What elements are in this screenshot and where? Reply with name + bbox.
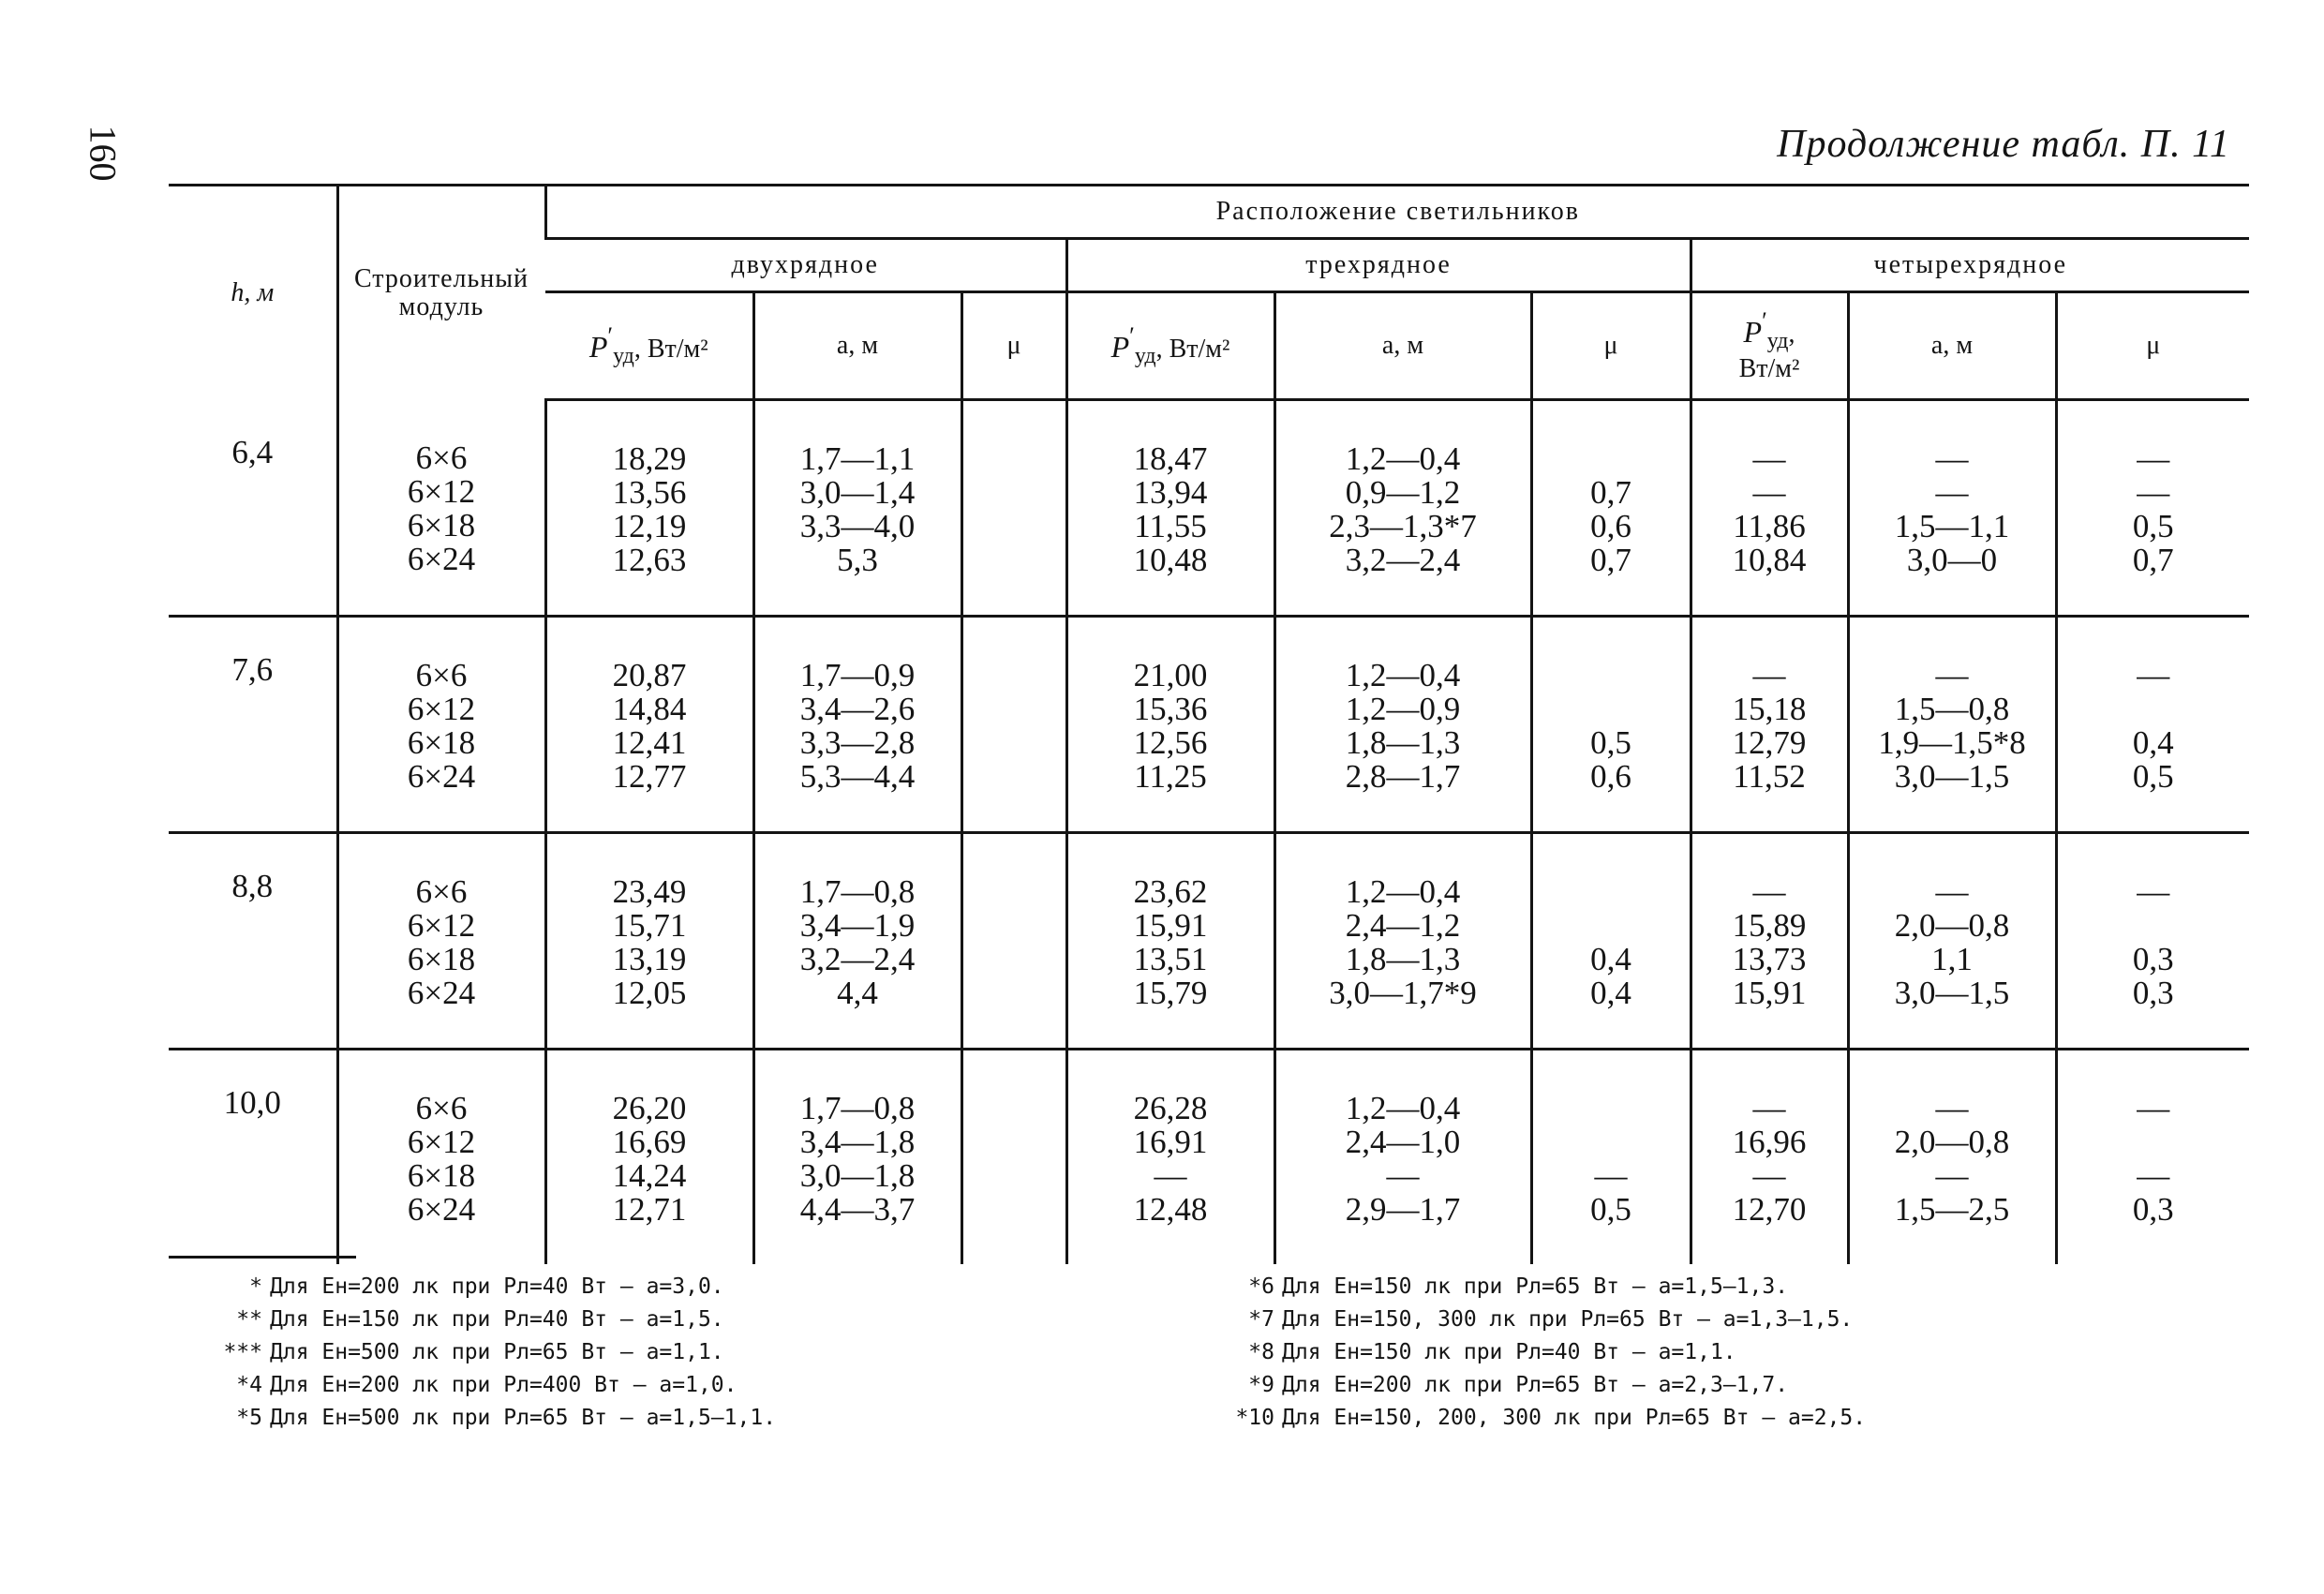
footnote [1218,1271,2062,1304]
cell-value: 2,4—1,0 [1345,1124,1461,1160]
cell-value: 11,25 [1134,758,1207,795]
cell-value: 13,56 [612,474,687,511]
cell-value [963,1125,1065,1159]
cell-value: — [1154,1157,1187,1194]
p-unit: Вт/м² [647,335,708,364]
cell-value: 0,5 [1590,1191,1631,1228]
footnote-text: Для Eн=150, 200, 300 лк при Pл=65 Вт — a=2,5. [1282,1406,1867,1430]
cell-two-p [545,1050,753,1265]
p-unit: Вт/м² [1169,335,1230,364]
footnote-text: Для Eн=150 лк при Pл=40 Вт — a=1,5. [270,1307,724,1332]
footnote-rule [169,1256,356,1259]
cell-value [2058,693,2250,726]
cell-three-a [1274,833,1531,1050]
cell-value: 6×12 [407,691,476,727]
cell-value [963,909,1065,943]
cell-value: 1,1 [1931,941,1973,977]
cell-value: 6×12 [407,1124,476,1160]
cell-three-p [1066,1050,1274,1265]
cell-four-a [1848,400,2056,617]
cell-value: 11,86 [1733,508,1806,544]
cell-value: 11,52 [1733,758,1806,795]
cell-value [963,476,1065,510]
cell-two-mu [961,1050,1066,1265]
cell-value [963,659,1065,693]
cell-value: 13,51 [1133,941,1208,977]
cell-value: 1,5—2,5 [1894,1191,2010,1228]
cell-value: 3,2—2,4 [1345,542,1461,578]
cell-value: 0,5 [1590,724,1631,761]
cell-two-a [753,833,961,1050]
cell-value: 6×24 [407,1191,476,1228]
footnote [1218,1336,2062,1369]
cell-value: 15,71 [612,907,687,944]
cell-value: 23,49 [612,873,687,910]
footnotes-left [206,1271,956,1435]
arrangement-header: Расположение светильников [545,186,2249,239]
cell-value [963,510,1065,544]
cell-value: — [1386,1157,1420,1194]
cell-value: — [2137,873,2170,910]
cell-value: 12,77 [612,758,687,795]
cell-value [963,693,1065,726]
p-symbol: P [588,330,608,364]
cell-value: — [1935,474,1969,511]
cell-three-mu [1531,1050,1691,1265]
cell-modules [337,400,545,617]
cell-value: 4,4—3,7 [799,1191,916,1228]
cell-value: — [1935,657,1969,693]
footnotes-right [1218,1271,2062,1435]
cell-value: 15,89 [1732,907,1807,944]
cell-value [1533,1125,1690,1159]
cell-value: 1,2—0,4 [1345,1090,1461,1126]
cell-value: 1,2—0,4 [1345,873,1461,910]
cell-value: 13,19 [612,941,687,977]
cell-value: — [1935,440,1969,477]
cell-value: 2,8—1,7 [1345,758,1461,795]
cell-value [1533,659,1690,693]
cell-value: 26,20 [612,1090,687,1126]
cell-modules [337,1050,545,1265]
cell-value: 6×18 [407,506,476,544]
cell-value: 3,0—1,8 [799,1157,916,1194]
cell-value: 2,0—0,8 [1894,1124,2010,1160]
cell-value: 6×12 [407,472,476,510]
cell-value: 6×6 [415,657,468,693]
cell-value: 6×24 [407,975,476,1011]
cell-three-a [1274,1050,1531,1265]
cell-value: 1,2—0,9 [1345,691,1461,727]
cell-value [2058,1125,2250,1159]
cell-four-mu [2056,1050,2249,1265]
cell-value [963,726,1065,760]
footnote [206,1402,956,1435]
cell-value: 14,84 [612,691,687,727]
cell-value: 1,5—0,8 [1894,691,2010,727]
cell-h: 7,6 [169,617,337,833]
cell-value: 14,24 [612,1157,687,1194]
cell-four-p [1691,833,1848,1050]
cell-value: 15,18 [1732,691,1807,727]
footnote-text: Для Eн=500 лк при Pл=65 Вт — a=1,5—1,1. [270,1406,777,1430]
cell-value: 12,63 [612,542,687,578]
cell-value: 1,2—0,4 [1345,657,1461,693]
p-subscript: уд [1134,344,1156,368]
p-unit: Вт/м² [1738,354,1800,383]
cell-two-mu [961,617,1066,833]
cell-value: 12,05 [612,975,687,1011]
cell-three-a [1274,400,1531,617]
cell-modules [337,617,545,833]
footnote-text: Для Eн=150, 300 лк при Pл=65 Вт — a=1,3—1,5. [1282,1307,1854,1332]
cell-value: 2,4—1,2 [1345,907,1461,944]
cell-modules [337,833,545,1050]
cell-value: — [1752,440,1786,477]
cell-value: 3,0—1,4 [799,474,916,511]
table-row [169,833,2249,1050]
cell-value: 3,4—2,6 [799,691,916,727]
footnote [1218,1369,2062,1402]
footnote-mark: *4 [236,1373,262,1397]
footnote-mark: *8 [1248,1340,1274,1364]
cell-two-a [753,1050,961,1265]
cell-value: 15,36 [1133,691,1208,727]
cell-value: 26,28 [1133,1090,1208,1126]
footnote-text: Для Eн=150 лк при Pл=40 Вт — a=1,1. [1282,1340,1736,1364]
cell-value: 5,3—4,4 [799,758,916,795]
cell-value: 0,7 [2132,542,2174,578]
cell-value [963,1193,1065,1227]
cell-value: 6×6 [415,873,468,910]
p-symbol: P [1110,330,1130,364]
cell-value: 12,79 [1732,724,1807,761]
footnote-mark: *7 [1248,1307,1274,1332]
cell-value: 16,96 [1732,1124,1807,1160]
cell-two-p [545,617,753,833]
p-subscript: уд [613,344,634,368]
cell-value: 6×6 [415,1090,468,1126]
footnote [206,1369,956,1402]
table-body [169,400,2249,1265]
cell-value: 18,29 [612,440,687,477]
cell-value: 11,55 [1134,508,1207,544]
footnote [1218,1304,2062,1336]
cell-value: 6×24 [407,540,476,577]
cell-value [963,976,1065,1010]
cell-two-mu [961,400,1066,617]
cell-value: 15,91 [1732,975,1807,1011]
cell-value [963,875,1065,909]
footnote-text: Для Eн=200 лк при Pл=65 Вт — a=2,3—1,7. [1282,1373,1789,1397]
lighting-table [169,184,2249,1264]
cell-two-a [753,400,961,617]
cell-value [963,1092,1065,1125]
cell-value: — [2137,1157,2170,1194]
table-row [169,1050,2249,1265]
cell-two-p [545,833,753,1050]
cell-four-a [1848,833,2056,1050]
cell-value: 3,4—1,9 [799,907,916,944]
cell-three-p [1066,617,1274,833]
col-header-p: P′уд, Вт/м² [545,292,753,400]
cell-value: 0,7 [1590,542,1631,578]
cell-value: 1,8—1,3 [1345,724,1461,761]
cell-value: 0,7 [1590,474,1631,511]
cell-value: — [2137,657,2170,693]
cell-four-a [1848,1050,2056,1265]
continuation-title: Продолжение табл. П. 11 [1777,123,2230,166]
cell-value: 3,3—2,8 [799,724,916,761]
group-header-two-row: двухрядное [545,239,1066,292]
footnote-text: Для Eн=200 лк при Pл=400 Вт — a=1,0. [270,1373,737,1397]
h-header [169,186,337,400]
cell-value: 12,48 [1133,1191,1208,1228]
cell-three-p [1066,400,1274,617]
footnote-mark: *** [223,1340,262,1364]
cell-value: 1,7—0,8 [799,873,916,910]
cell-value: 13,94 [1133,474,1208,511]
cell-four-mu [2056,400,2249,617]
cell-value: 5,3 [837,542,878,578]
cell-value [1533,693,1690,726]
cell-value: — [2137,440,2170,477]
cell-value: 20,87 [612,657,687,693]
cell-four-mu [2056,617,2249,833]
cell-value: 0,9—1,2 [1345,474,1461,511]
cell-value: 3,0—0 [1906,542,1998,578]
cell-value: 0,5 [2132,758,2174,795]
cell-four-p [1691,1050,1848,1265]
cell-value: 6×12 [407,907,476,944]
cell-three-mu [1531,400,1691,617]
cell-value: — [1594,1157,1628,1194]
cell-value: 16,69 [612,1124,687,1160]
cell-value: 3,0—1,7*9 [1329,975,1477,1011]
cell-value: 6×18 [407,1157,476,1194]
cell-three-p [1066,833,1274,1050]
cell-value: 1,7—1,1 [799,440,916,477]
table-row [169,617,2249,833]
footnote [206,1336,956,1369]
cell-value: 12,41 [612,724,687,761]
cell-value: 6×18 [407,941,476,977]
cell-value: 1,7—0,9 [799,657,916,693]
footnote-text: Для Eн=200 лк при Pл=40 Вт — a=3,0. [270,1274,724,1299]
cell-value: 18,47 [1133,440,1208,477]
cell-value: 12,70 [1732,1191,1807,1228]
p-subscript: уд [1766,329,1789,353]
cell-value: 10,48 [1133,542,1208,578]
cell-value: 6×24 [407,758,476,795]
cell-value [1533,875,1690,909]
cell-value: 0,4 [1590,941,1631,977]
cell-value [1533,1092,1690,1125]
cell-value: — [1935,1090,1969,1126]
cell-two-a [753,617,961,833]
footnote-mark: *5 [236,1406,262,1430]
footnote-mark: *9 [1248,1373,1274,1397]
cell-value: 3,3—4,0 [799,508,916,544]
cell-four-mu [2056,833,2249,1050]
cell-value: 15,91 [1133,907,1208,944]
cell-value: 0,4 [1590,975,1631,1011]
cell-value [1533,442,1690,476]
cell-h: 6,4 [169,400,337,617]
cell-value [963,442,1065,476]
cell-value: 1,5—1,1 [1894,508,2010,544]
cell-value: 1,7—0,8 [799,1090,916,1126]
group-header-three-row: трехрядное [1066,239,1691,292]
cell-value: 12,19 [612,508,687,544]
cell-value: 12,71 [612,1191,687,1228]
cell-value: 3,0—1,5 [1894,758,2010,795]
footnote-text: Для Eн=500 лк при Pл=65 Вт — a=1,1. [270,1340,724,1364]
cell-two-mu [961,833,1066,1050]
cell-value: 16,91 [1133,1124,1208,1160]
cell-two-p [545,400,753,617]
cell-four-p [1691,617,1848,833]
cell-value: 2,3—1,3*7 [1329,508,1477,544]
cell-value [963,1159,1065,1193]
cell-value: — [1752,657,1786,693]
cell-value [2058,909,2250,943]
footnote-text: Для Eн=150 лк при Pл=65 Вт — a=1,5—1,3. [1282,1274,1789,1299]
footnote [1218,1402,2062,1435]
cell-value: 6×18 [407,724,476,761]
cell-three-mu [1531,833,1691,1050]
cell-value: 23,62 [1133,873,1208,910]
col-header-a: a, м [1274,292,1531,400]
cell-value: 21,00 [1133,657,1208,693]
col-header-p: P′уд, Вт/м² [1066,292,1274,400]
cell-value: — [1752,1157,1786,1194]
cell-value [963,544,1065,577]
cell-value: — [2137,1090,2170,1126]
h-header-label: h, м [231,277,275,307]
cell-value: 0,4 [2132,724,2174,761]
table-row [169,400,2249,617]
col-header-p: P′уд, Вт/м² [1691,292,1848,400]
col-header-mu: μ [2056,292,2249,400]
footnote-mark: *10 [1235,1406,1274,1430]
footnote-mark: ** [236,1307,262,1332]
cell-four-p [1691,400,1848,617]
cell-value: — [1935,1157,1969,1194]
module-header: Строительный модуль [337,186,545,400]
cell-value: 2,0—0,8 [1894,907,2010,944]
cell-value: 2,9—1,7 [1345,1191,1461,1228]
cell-value: 10,84 [1732,542,1807,578]
cell-value: 13,73 [1732,941,1807,977]
cell-value: 3,0—1,5 [1894,975,2010,1011]
cell-value: — [1935,873,1969,910]
footnote [206,1271,956,1304]
cell-value: 0,3 [2132,941,2174,977]
cell-value: 0,6 [1590,508,1631,544]
col-header-a: a, м [753,292,961,400]
footnote-mark: *6 [1248,1274,1274,1299]
cell-value [1533,909,1690,943]
footnote-mark: * [249,1274,262,1299]
cell-three-mu [1531,617,1691,833]
cell-value: 3,2—2,4 [799,941,916,977]
cell-value: — [1752,474,1786,511]
cell-value: — [1752,873,1786,910]
col-header-mu: μ [1531,292,1691,400]
cell-value: 0,3 [2132,1191,2174,1228]
cell-four-a [1848,617,2056,833]
page-number: 160 [82,125,125,182]
cell-value: — [1752,1090,1786,1126]
cell-value: 0,3 [2132,975,2174,1011]
cell-value: 1,9—1,5*8 [1878,724,2026,761]
group-header-four-row: четырехрядное [1691,239,2249,292]
cell-value: — [2137,474,2170,511]
cell-h: 10,0 [223,1084,281,1121]
cell-value [963,760,1065,794]
cell-value: 6×6 [415,439,468,476]
cell-value: 1,2—0,4 [1345,440,1461,477]
cell-value: 0,6 [1590,758,1631,795]
footnote [206,1304,956,1336]
cell-three-a [1274,617,1531,833]
cell-value: 12,56 [1133,724,1208,761]
cell-value: 15,79 [1133,975,1208,1011]
col-header-a: a, м [1848,292,2056,400]
col-header-mu: μ [961,292,1066,400]
cell-h: 8,8 [169,833,337,1050]
cell-value [963,943,1065,976]
cell-value: 0,5 [2132,508,2174,544]
cell-value: 4,4 [837,975,878,1011]
p-symbol: P [1743,315,1763,349]
cell-value: 1,8—1,3 [1345,941,1461,977]
cell-value: 3,4—1,8 [799,1124,916,1160]
